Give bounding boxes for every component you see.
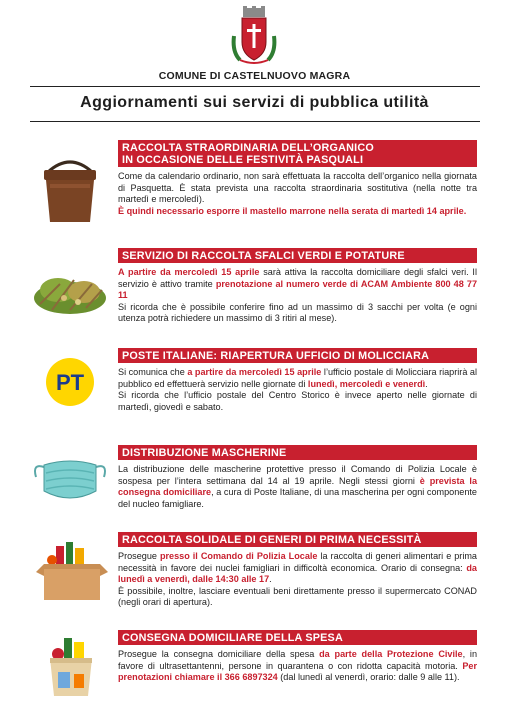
municipality-name: COMUNE DI CASTELNUOVO MAGRA bbox=[158, 70, 351, 82]
section-body: A partire da mercoledì 15 aprile sarà attiva la raccolta domiciliare degli sfalci veri. Il servizio è attivo tramite prenotazione al numero verde di ACAM Ambiente 800 48 77 11 Si ricorda che è possibile conferire fino ad un massimo di 3 sacchi per volta (e ogni utenza potrà richiedere un massimo di 3 ritiri al mese). bbox=[118, 267, 478, 323]
page-title: Aggiornamenti sui servizi di pubblica utilità bbox=[80, 94, 429, 111]
section-body: Prosegue presso il Comando di Polizia Locale la raccolta di generi alimentari e prima necessità in favore dei nuclei famigliari in difficoltà economica. Orario di consegna: da lunedì a venerdì, dalle 14:30 alle 17. È possibile, inoltre, lasciare eventuali beni direttamente presso il supermercato CONAD (negli orari di apertura). bbox=[118, 551, 477, 607]
section-title: DISTRIBUZIONE MASCHERINE bbox=[118, 445, 477, 460]
section-body: La distribuzione delle mascherine protettive presso il Comando di Polizia Locale è sospesa per l’intera settimana dal 14 al 19 aprile. Negli stessi giorni è prevista la consegna domiciliare, a cura di Poste Italiane, di una mascherina per ogni componente del nucleo famigliare. bbox=[118, 464, 478, 509]
face-mask-icon bbox=[30, 447, 110, 527]
section-title: CONSEGNA DOMICILIARE DELLA SPESA bbox=[118, 630, 477, 645]
section-title: RACCOLTA SOLIDALE DI GENERI DI PRIMA NECESSITÀ bbox=[118, 532, 477, 547]
section-body: Si comunica che a partire da mercoledì 15 aprile l’ufficio postale di Molicciara riaprirà al pubblico ed effettuerà servizio nelle giornate di lunedì, mercoledì e venerdì. Si ricorda che l’ufficio postale del Centro Storico è invece aperto nelle giornate di martedì, giovedì e sabato. bbox=[118, 367, 478, 412]
section-title: SERVIZIO DI RACCOLTA SFALCI VERDI E POTATURE bbox=[118, 248, 477, 263]
organic-bin-icon bbox=[30, 146, 110, 226]
logo-text: PT bbox=[55, 370, 85, 395]
municipal-crest-logo bbox=[230, 6, 278, 68]
green-waste-icon bbox=[30, 254, 110, 334]
poste-italiane-logo bbox=[30, 350, 110, 430]
section-body: Prosegue la consegna domiciliare della spesa da parte della Protezione Civile, in favore di ultrasettantenni, persone in quarantena o con ridotta capacità motoria. Per prenotazioni chiamare il 366 6897324 (dal lunedì al venerdì, orario: dalle 9 alle 11). bbox=[118, 649, 478, 682]
header-divider bbox=[30, 86, 480, 87]
section-body: Come da calendario ordinario, non sarà effettuata la raccolta dell’organico nella giornata di Pasquetta. È stata prevista una raccolta straordinaria sostitutiva (nella notte tra martedì e mercoledì). È quindi necessario esporre il mastello marrone nella serata di martedì 14 aprile. bbox=[118, 171, 477, 216]
section-title: RACCOLTA STRAORDINARIA DELL’ORGANICO IN OCCASIONE DELLE FESTIVITÀ PASQUALI bbox=[118, 140, 477, 167]
title-divider bbox=[30, 121, 480, 122]
grocery-bag-icon bbox=[30, 634, 110, 714]
section-title: POSTE ITALIANE: RIAPERTURA UFFICIO DI MOLICCIARA bbox=[118, 348, 477, 363]
food-box-icon bbox=[30, 538, 110, 618]
